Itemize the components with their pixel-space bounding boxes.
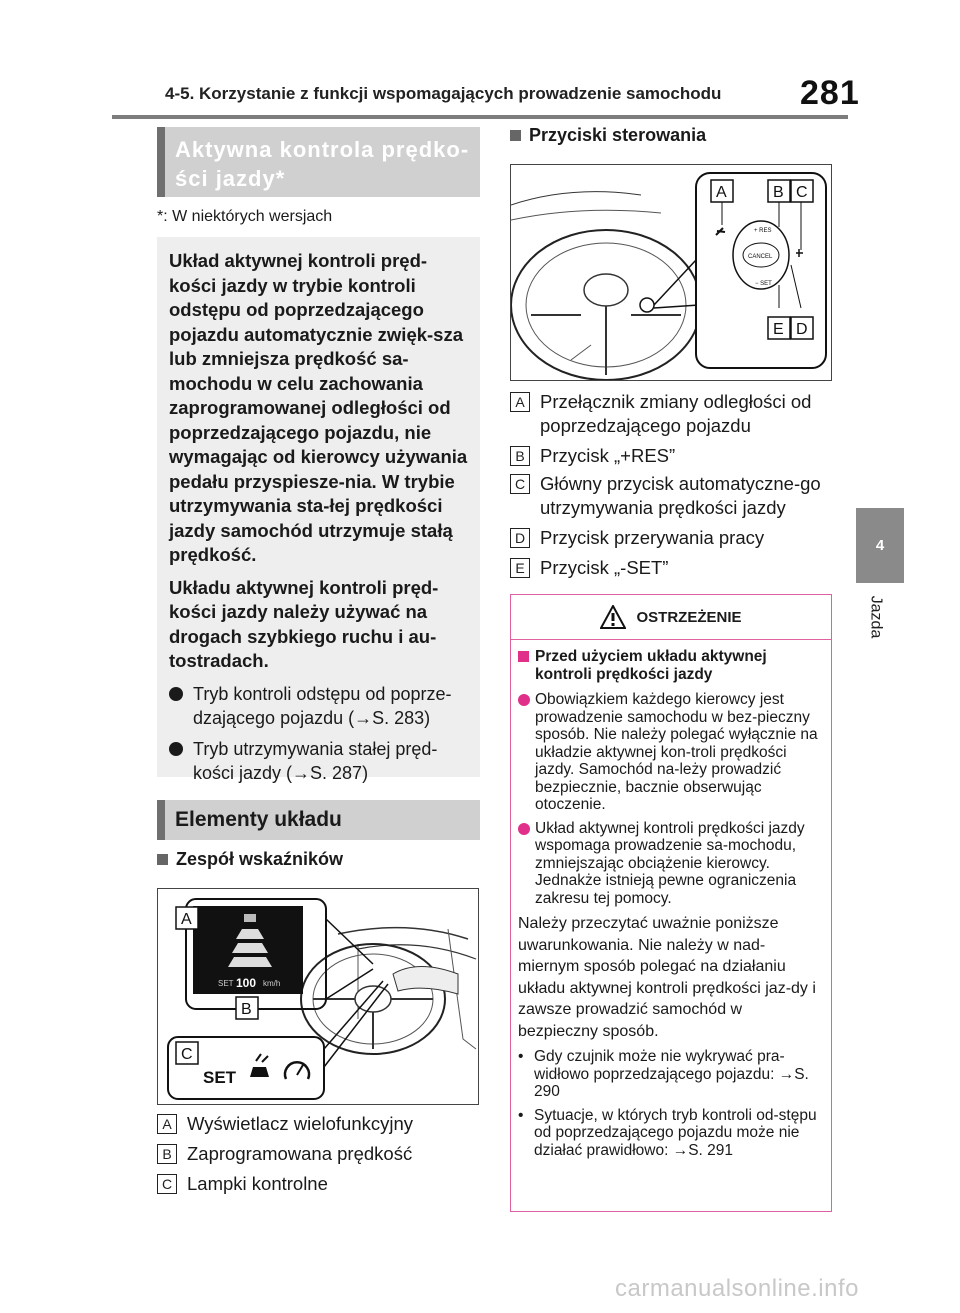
- header-divider: [112, 115, 848, 119]
- legend-item: [157, 1142, 412, 1166]
- warning-box: [510, 594, 832, 1212]
- display-speed-unit: km/h: [263, 979, 281, 988]
- legend-key: E: [510, 558, 530, 578]
- callout-e: E: [773, 321, 784, 338]
- section-title-elements: Elementy układu: [157, 800, 480, 840]
- chapter-title: 4-5. Korzystanie z funkcji wspomagających prowadzenie samochodu: [165, 84, 722, 103]
- legend-key: B: [510, 446, 530, 466]
- callout-b: B: [773, 184, 784, 201]
- watermark: carmanualsonline.info: [615, 1275, 859, 1302]
- section-title-line1: Aktywna kontrola prędko-: [175, 137, 470, 162]
- chapter-side-label-text: Jazda: [867, 595, 885, 639]
- legend-key: A: [157, 1114, 177, 1134]
- legend-item: [510, 472, 830, 520]
- legend-item: [157, 1112, 413, 1136]
- legend-text: Przycisk przerywania pracy: [540, 527, 765, 548]
- bullet-dot-icon: [169, 742, 183, 756]
- callout-c: C: [796, 184, 808, 201]
- section-title-line2: ści jazdy*: [175, 166, 286, 191]
- legend-item: [157, 1172, 328, 1196]
- bullet-dot-icon: [518, 694, 530, 706]
- footnote: *: W niektórych wersjach: [157, 208, 333, 225]
- callout-d: D: [796, 321, 808, 338]
- warning-bullet-text: Obowiązkiem każdego kierowcy jest prowadzenie samochodu w bez-pieczny sposób. Nie należy polegać wyłącznie na układzie aktywnej kon-troli prędkości jazdy. Samochód na-leży prowadzić bezpiecznie, bacznie obserwując otoczenie.: [535, 691, 818, 813]
- subhead-indicators: [157, 849, 343, 870]
- legend-text: Główny przycisk automatyczne-go utrzymywania prędkości jazdy: [540, 473, 821, 518]
- legend-item: [510, 526, 830, 550]
- bullet-text: Tryb kontroli odstępu od poprze-dzającego pojazdu (→S. 283): [193, 683, 452, 728]
- indicator-set-label: SET: [203, 1068, 237, 1087]
- warning-item-text: Gdy czujnik może nie wykrywać pra-widłowo poprzedzającego pojazdu: →S. 290: [534, 1048, 809, 1100]
- bullet-text: Tryb utrzymywania stałej pręd-kości jazdy (→S. 287): [193, 738, 438, 783]
- steering-switch-illustration: [511, 165, 832, 381]
- legend-key: A: [510, 392, 530, 412]
- control-buttons-figure: [510, 164, 832, 381]
- page-header: [0, 0, 960, 120]
- usage-text: Układu aktywnej kontroli pręd-kości jazdy należy używać na drogach szybkiego ruchu i au-tostradach.: [169, 576, 439, 671]
- list-item: [169, 682, 468, 731]
- list-item: [518, 820, 824, 908]
- list-item: [169, 737, 468, 786]
- chapter-tab: 4: [856, 508, 904, 583]
- instrument-cluster-illustration: [158, 889, 479, 1105]
- warning-item-text: Sytuacje, w których tryb kontroli od-stępu od poprzedzającego pojazdu może nie działać prawidłowo: →S. 291: [534, 1106, 817, 1159]
- callout-c: C: [181, 1046, 193, 1063]
- legend-text: Wyświetlacz wielofunkcyjny: [187, 1113, 414, 1134]
- legend-key: C: [510, 474, 530, 494]
- bullet-dot-icon: [169, 687, 183, 701]
- display-speed-value: 100: [236, 976, 257, 990]
- legend-key: C: [157, 1174, 177, 1194]
- page-number: 281: [800, 74, 860, 112]
- intro-box: [157, 237, 480, 783]
- legend-text: Lampki kontrolne: [187, 1173, 328, 1194]
- display-set-label: SET: [218, 979, 234, 988]
- warning-subhead: [518, 648, 824, 683]
- bullet-dot-icon: [518, 823, 530, 835]
- legend-text: Zaprogramowana prędkość: [187, 1143, 413, 1164]
- warning-bullet-text: Układ aktywnej kontroli prędkości jazdy wspomaga prowadzenie sa-mochodu, zmniejszając obciążenie kierowcy. Jednakże istnieją pewne ograniczenia zakresu tej pomocy.: [535, 819, 805, 907]
- warning-title: OSTRZEŻENIE: [636, 608, 742, 626]
- intro-text: Układ aktywnej kontroli pręd-kości jazdy w trybie kontroli odstępu od poprzedzającego pojazdu automatycznie zwięk-sza lub zmniejsza prędkość sa-mochodu w celu zachowania zaprogramowanej odległości od poprzedzającego pojazdu, nie wymagając od kierowcy używania pedału przyspiesze-nia. W trybie utrzymywania sta-łej prędkości jazdy samochód utrzymuje stałą prędkość.: [169, 250, 468, 565]
- legend-text: Przełącznik zmiany odległości od poprzedzającego pojazdu: [540, 391, 812, 436]
- bullet-icon: •: [518, 1048, 524, 1065]
- callout-b: B: [241, 1001, 252, 1018]
- switch-cancel-label: CANCEL: [748, 254, 773, 260]
- section-title-acc: [157, 127, 480, 197]
- instrument-cluster-figure: [157, 888, 479, 1105]
- list-item: [518, 1048, 824, 1101]
- square-bullet-icon: [518, 651, 529, 662]
- subhead-buttons: [510, 125, 706, 146]
- warning-subhead-text: Przed użyciem układu aktywnej kontroli prędkości jazdy: [535, 648, 767, 683]
- legend-key: B: [157, 1144, 177, 1164]
- legend-item: [510, 444, 830, 468]
- subhead-text: Zespół wskaźników: [176, 849, 344, 869]
- bullet-icon: •: [518, 1106, 524, 1124]
- square-bullet-icon: [510, 130, 521, 141]
- legend-text: Przycisk „-SET”: [540, 557, 669, 578]
- warning-header: [511, 595, 831, 640]
- legend-text: Przycisk „+RES”: [540, 445, 676, 466]
- warning-triangle-icon: [600, 605, 626, 629]
- switch-set-label: − SET: [755, 281, 772, 287]
- legend-item: [510, 556, 830, 580]
- legend-item: [510, 390, 830, 438]
- subhead-text: Przyciski sterowania: [529, 125, 707, 145]
- callout-a: A: [181, 911, 192, 928]
- square-bullet-icon: [157, 854, 168, 865]
- list-item: [518, 1107, 824, 1160]
- legend-key: D: [510, 528, 530, 548]
- warning-paragraph: Należy przeczytać uważnie poniższe uwarunkowania. Nie należy w nad-miernym sposób polegać na działaniu układu aktywnej kontroli prędkości jaz-dy i zawsze prowadzić samochód w bezpieczny sposób.: [518, 915, 816, 1040]
- callout-a: A: [716, 184, 727, 201]
- list-item: [518, 691, 824, 814]
- switch-res-label: + RES: [754, 228, 772, 234]
- chapter-side-label: [862, 590, 898, 650]
